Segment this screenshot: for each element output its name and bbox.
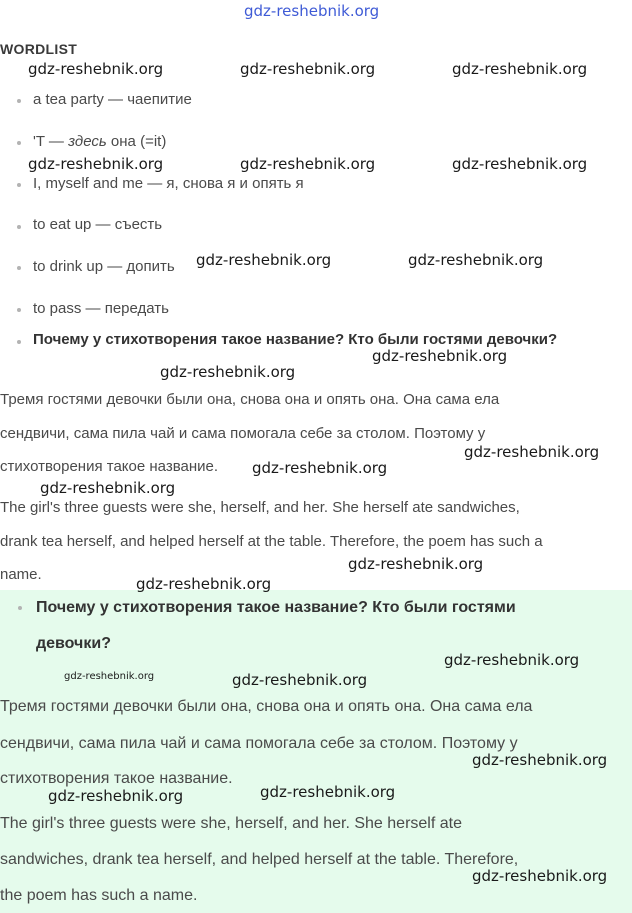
watermark: gdz-reshebnik.org: [240, 155, 376, 173]
watermark: gdz-reshebnik.org: [472, 751, 608, 769]
watermark: gdz-reshebnik.org: [408, 251, 544, 269]
watermark: gdz-reshebnik.org: [252, 459, 388, 477]
answer-ru-line: сендвичи, сама пила чай и сама помогала себе за столом. Поэтому у: [0, 425, 486, 442]
list-item-prefix: 'T —: [33, 133, 69, 150]
watermark: gdz-reshebnik.org: [28, 60, 164, 78]
watermark: gdz-reshebnik.org: [472, 867, 608, 885]
watermark: gdz-reshebnik.org: [452, 60, 588, 78]
answer-en-line: name.: [0, 566, 42, 583]
answer-en-line: The girl's three guests were she, herself, and her. She herself ate: [0, 815, 462, 832]
watermark: gdz-reshebnik.org: [372, 347, 508, 365]
answer-ru-line: стихотворения такое название.: [0, 770, 233, 787]
watermark: gdz-reshebnik.org: [48, 787, 184, 805]
watermark: gdz-reshebnik.org: [40, 479, 176, 497]
watermark: gdz-reshebnik.org: [260, 783, 396, 801]
watermark: gdz-reshebnik.org: [348, 555, 484, 573]
watermark: gdz-reshebnik.org: [232, 671, 368, 689]
watermark-top: gdz-reshebnik.org: [244, 2, 380, 20]
answer-en-line: drank tea herself, and helped herself at the table. Therefore, the poem has such a: [0, 533, 543, 550]
watermark: gdz-reshebnik.org: [464, 443, 600, 461]
answer-ru-line: стихотворения такое название.: [0, 458, 219, 475]
bullet: [17, 99, 21, 103]
answer-en-line: sandwiches, drank tea herself, and helped herself at the table. Therefore,: [0, 851, 519, 868]
bullet: [17, 340, 21, 344]
question-2-line: Почему у стихотворения такое название? Кто были гостями: [36, 599, 516, 616]
answer-en-line: The girl's three guests were she, herself, and her. She herself ate sandwiches,: [0, 499, 520, 516]
list-item: [33, 133, 166, 150]
list-item: a tea party — чаепитие: [33, 91, 192, 108]
list-item: I, myself and me — я, снова я и опять я: [33, 175, 304, 192]
watermark: gdz-reshebnik.org: [28, 155, 164, 173]
bullet: [17, 225, 21, 229]
answer-en-line: the poem has such a name.: [0, 887, 198, 904]
watermark: gdz-reshebnik.org: [196, 251, 332, 269]
question-2-line: девочки?: [36, 635, 111, 652]
watermark: gdz-reshebnik.org: [136, 575, 272, 593]
watermark: gdz-reshebnik.org: [452, 155, 588, 173]
bullet: [17, 183, 21, 187]
list-item-italic: здесь: [68, 133, 107, 150]
bullet: [17, 308, 21, 312]
bullet: [18, 606, 22, 610]
watermark-small: gdz-reshebnik.org: [64, 671, 155, 682]
answer-ru-line: Тремя гостями девочки были она, снова она и опять она. Она сама ела: [0, 698, 533, 715]
question-1: Почему у стихотворения такое название? Кто были гостями девочки?: [33, 331, 558, 348]
answer-ru-line: сендвичи, сама пила чай и сама помогала себе за столом. Поэтому у: [0, 735, 518, 752]
answer-ru-line: Тремя гостями девочки были она, снова она и опять она. Она сама ела: [0, 391, 500, 408]
bullet: [17, 266, 21, 270]
watermark: gdz-reshebnik.org: [240, 60, 376, 78]
wordlist-heading: WORDLIST: [0, 41, 78, 57]
list-item: to pass — передать: [33, 300, 169, 317]
list-item-suffix: она (=it): [106, 133, 167, 150]
list-item: to drink up — допить: [33, 258, 175, 275]
bullet: [17, 141, 21, 145]
list-item: to eat up — съесть: [33, 216, 163, 233]
watermark: gdz-reshebnik.org: [444, 651, 580, 669]
watermark: gdz-reshebnik.org: [160, 363, 296, 381]
